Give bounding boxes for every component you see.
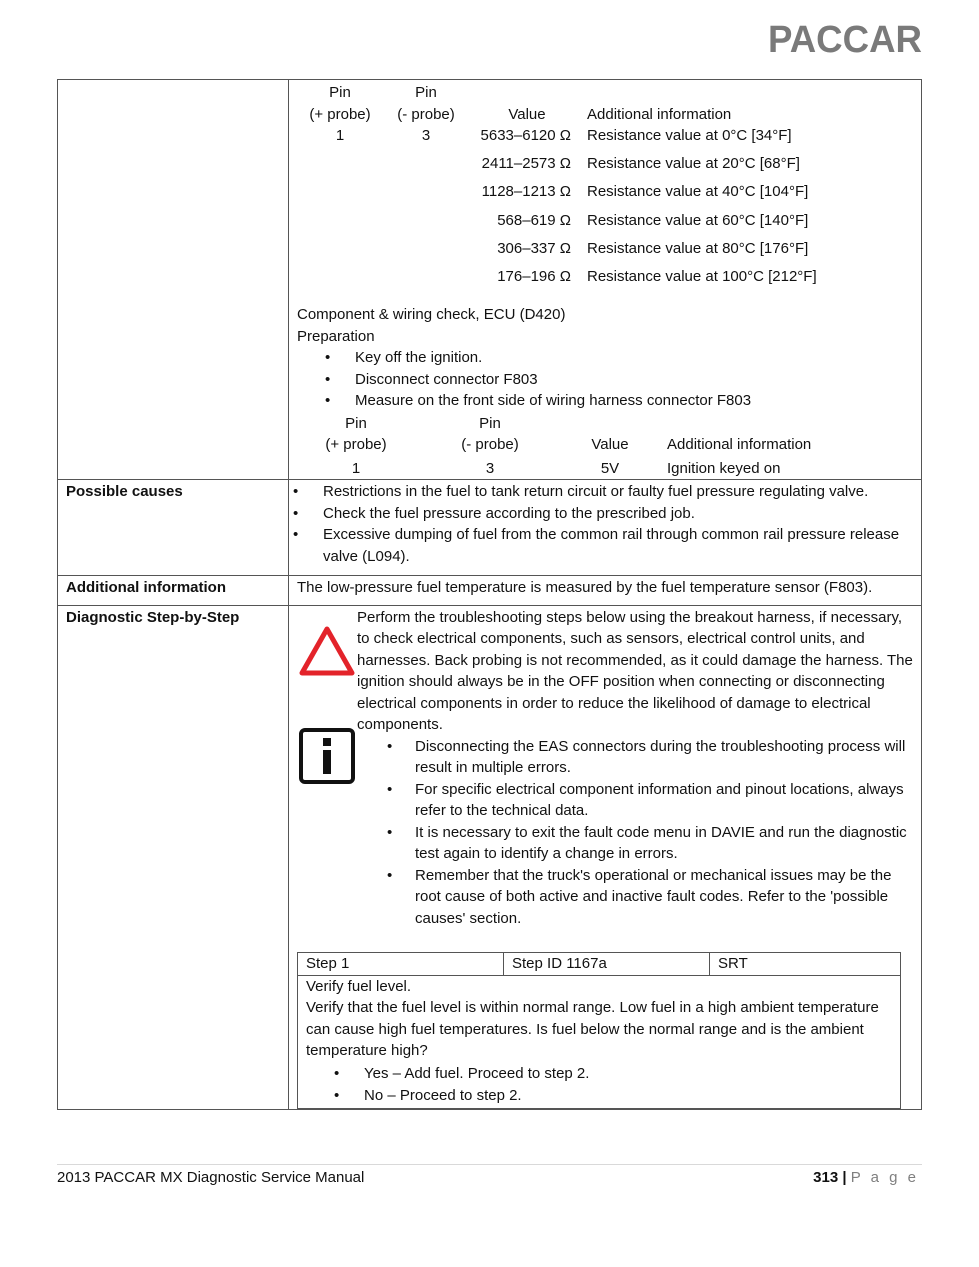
list-item: • Excessive dumping of fuel from the common rail through common rail pressure release valve (L094). [293, 526, 900, 565]
info-header: Additional information [587, 105, 732, 123]
list-item: • Disconnect connector F803 [325, 370, 538, 388]
diagnostic-label: Diagnostic Step-by-Step [58, 605, 289, 1109]
pin-minus-header-top: Pin [479, 414, 501, 432]
info-cell: Resistance value at 100°C [212°F] [587, 267, 817, 285]
paccar-logo [767, 20, 923, 56]
value-cell: 5633–6120 Ω [480, 127, 571, 144]
pin-plus-header-top: Pin [329, 84, 351, 101]
test-values-cell [289, 80, 922, 480]
possible-causes-label: Possible causes [58, 480, 289, 576]
page-number-block [813, 1167, 919, 1189]
info-cell: Resistance value at 40°C [104°F] [587, 183, 809, 201]
value-cell: 5V [600, 459, 620, 477]
list-item: • Yes – Add fuel. Proceed to step 2. [334, 1064, 590, 1082]
additional-info-text: The low-pressure fuel temperature is measured by the fuel temperature sensor (F803). [289, 576, 922, 606]
pin-minus-cell [383, 181, 469, 209]
info-header: Additional information [667, 436, 812, 454]
pin-plus-header-bottom: (+ probe) [309, 105, 371, 123]
empty-label-cell [58, 80, 289, 480]
footer-title: 2013 PACCAR MX Diagnostic Service Manual [57, 1169, 365, 1186]
table-row [297, 456, 875, 480]
value-header: Value [591, 436, 629, 454]
page-separator: | [842, 1169, 847, 1186]
pin-minus-cell [383, 210, 469, 238]
preparation-label: Preparation [297, 327, 375, 345]
pin-minus-cell [383, 153, 469, 181]
value-cell: 176–196 Ω [497, 267, 571, 285]
possible-causes-list [293, 481, 913, 567]
diagnostic-row [58, 605, 922, 1109]
pin-minus-header-bottom: (- probe) [461, 436, 519, 454]
pin-plus-cell [297, 210, 383, 238]
step-table [297, 952, 901, 1109]
value-cell: 1128–1213 Ω [481, 183, 571, 201]
info-list [387, 736, 913, 930]
pin-minus-cell [383, 266, 469, 294]
pin-plus-cell: 1 [351, 459, 361, 477]
step-header-row [298, 953, 901, 976]
info-cell: Ignition keyed on [667, 459, 781, 477]
footer-divider [57, 1164, 922, 1165]
list-item: • Remember that the truck's operational or mechanical issues may be the root cause of both active and inactive fault codes. Refer to the 'possible causes' section. [387, 866, 892, 927]
pin-minus-cell: 3 [421, 127, 431, 144]
pin-plus-cell [297, 266, 383, 294]
table-row [297, 210, 865, 238]
info-cell: Resistance value at 60°C [140°F] [587, 211, 809, 229]
pin-minus-header-top: Pin [415, 84, 437, 101]
pin-plus-cell [297, 181, 383, 209]
step-options [306, 1063, 892, 1108]
step-title: Verify fuel level. [306, 977, 412, 995]
list-item: • Disconnecting the EAS connectors during the troubleshooting process will result in multiple errors. [387, 737, 906, 777]
info-cell: Resistance value at 20°C [68°F] [587, 155, 800, 173]
value-header: Value [508, 105, 546, 123]
list-item: • Measure on the front side of wiring harness connector F803 [325, 392, 752, 410]
step-body-row [298, 975, 901, 1108]
page-word: P a g e [850, 1169, 919, 1186]
pin-plus-cell [297, 153, 383, 181]
logo-text: PACCAR [768, 20, 922, 56]
pin-plus-header-top: Pin [345, 414, 367, 432]
ecu-check-title: Component & wiring check, ECU (D420) [297, 306, 566, 324]
table-row [297, 181, 865, 209]
info-cell: Resistance value at 0°C [34°F] [587, 127, 792, 144]
list-item: • It is necessary to exit the fault code menu in DAVIE and run the diagnostic test again to identify a change in errors. [387, 823, 907, 863]
step-body: Verify that the fuel level is within normal range. Low fuel in a high ambient temperature can cause high fuel temperatures. Is fuel below the normal range and is the ambient temperature high? [306, 999, 879, 1060]
table-row [297, 153, 865, 181]
additional-info-label: Additional information [58, 576, 289, 606]
page-number: 313 [813, 1169, 839, 1186]
value-cell: 306–337 Ω [497, 239, 571, 257]
resistance-table [297, 82, 865, 294]
step-id: Step ID 1167a [504, 953, 710, 976]
list-item: • Check the fuel pressure according to the prescribed job. [293, 504, 695, 522]
value-cell: 568–619 Ω [497, 211, 571, 229]
pin-plus-header-bottom: (+ probe) [325, 436, 387, 454]
list-item: • Restrictions in the fuel to tank return circuit or faulty fuel pressure regulating valve. [293, 483, 869, 501]
ecu-voltage-table [297, 413, 875, 480]
preparation-list [297, 347, 913, 412]
pin-plus-cell: 1 [335, 127, 345, 144]
test-values-row [58, 80, 922, 480]
pin-minus-header-bottom: (- probe) [397, 105, 455, 123]
table-row [297, 238, 865, 266]
value-cell: 2411–2573 Ω [481, 155, 571, 173]
possible-causes-row [58, 480, 922, 576]
pin-minus-cell [383, 238, 469, 266]
warning-triangle-icon [299, 625, 355, 677]
list-item: • Key off the ignition. [325, 349, 483, 367]
info-cell: Resistance value at 80°C [176°F] [587, 239, 809, 257]
warning-text: Perform the troubleshooting steps below using the breakout harness, if necessary, to check electrical components, such as sensors, electrical control units, and harnesses. Back probing is not recommended, as it could damage the harness. The ignition should always be in the OFF position when connecting or disconnecting electrical components in order to reduce the likelihood of damage to electrical components. [357, 608, 913, 734]
diagnostic-table [57, 79, 922, 1110]
table-row [297, 125, 865, 153]
info-icon [299, 728, 355, 784]
list-item: • For specific electrical component information and pinout locations, always refer to the technical data. [387, 780, 904, 820]
table-row [297, 266, 865, 294]
step-number: Step 1 [298, 953, 504, 976]
pin-minus-cell: 3 [485, 459, 495, 477]
list-item: • No – Proceed to step 2. [334, 1087, 522, 1105]
additional-info-row [58, 576, 922, 606]
info-block [297, 736, 913, 930]
step-srt: SRT [710, 953, 901, 976]
pin-plus-cell [297, 238, 383, 266]
warning-block [297, 607, 913, 736]
